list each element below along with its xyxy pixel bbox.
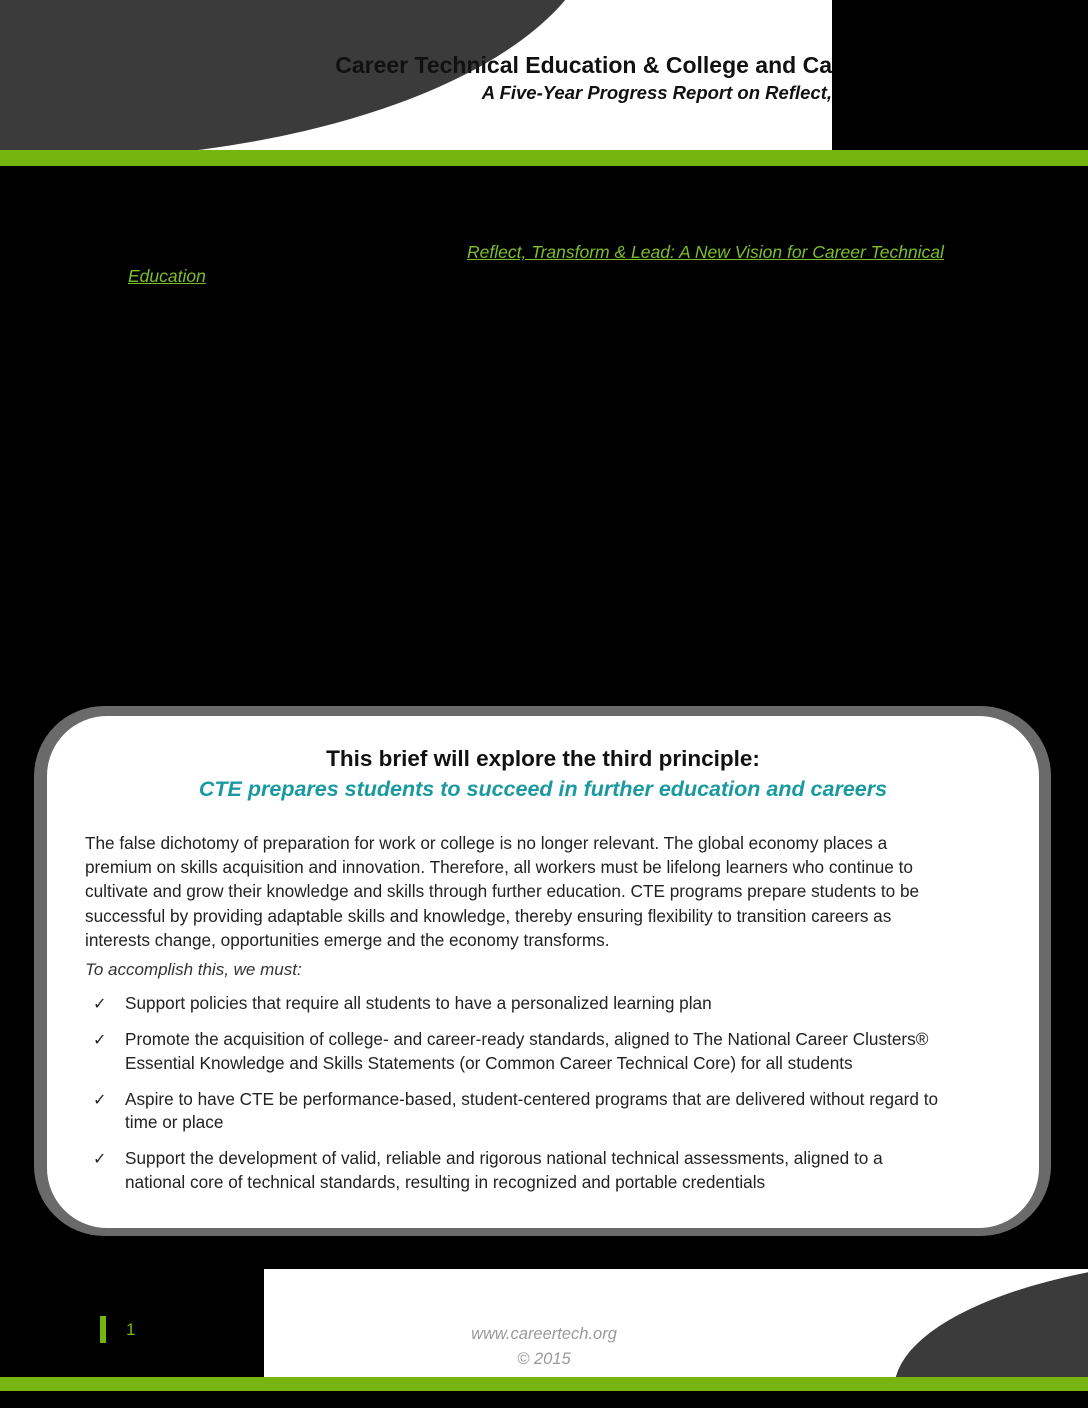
checkmark-icon: ✓ [93,1030,107,1049]
page-number-marker [100,1316,106,1343]
list-item-text: Aspire to have CTE be performance-based, student-centered programs that are delivered without regard to [125,1088,939,1109]
page-number: 1 [126,1320,136,1339]
copyright: © 2015 [517,1350,571,1368]
checkmark-icon: ✓ [93,994,107,1013]
paragraph-line: interests change, opportunities emerge and the economy transforms. [85,929,610,950]
brief-principle: CTE prepares students to succeed in further education and careers [198,777,888,801]
brief-paragraph [85,831,1015,952]
report-title: Career Technical Education & College and Ca [335,52,832,78]
report-subtitle: A Five-Year Progress Report on Reflect, [481,82,832,103]
paragraph-line: premium on skills acquisition and innovation. Therefore, all workers must be lifelong learners who continue to [85,857,913,878]
checkmark-icon: ✓ [93,1149,107,1168]
list-item [85,992,1015,1016]
list-item [85,1088,1015,1135]
vision-link-line2[interactable]: Education [128,266,206,286]
list-item-text: national core of technical standards, resulting in recognized and portable credentials [125,1171,766,1192]
paragraph-line: The false dichotomy of preparation for work or college is no longer relevant. The global economy places a [85,833,888,853]
list-item-text: time or place [125,1112,224,1132]
vision-link-line1[interactable]: Reflect, Transform & Lead: A New Vision for Career Technical [467,242,944,262]
list-item-text: Essential Knowledge and Skills Statements (or Common Career Technical Core) for all students [125,1052,853,1073]
bottom-accent-bar [0,1377,1088,1391]
paragraph-line: successful by providing adaptable skills and knowledge, thereby ensuring flexibility to transition careers as [85,905,892,926]
brief-lead-in: To accomplish this, we must: [85,960,302,979]
list-item-text: Support policies that require all students to have a personalized learning plan [125,993,712,1013]
footer-swoosh-decoration [894,1269,1088,1377]
brief-title: This brief will explore the third principle: [326,746,760,771]
checkmark-icon: ✓ [93,1089,107,1109]
list-item [85,1147,1015,1194]
website-link[interactable]: www.careertech.org [471,1325,617,1343]
paragraph-line: cultivate and grow their knowledge and skills through further education. CTE programs prepare students to be [85,881,920,902]
list-item-text: Support the development of valid, reliable and rigorous national technical assessments, aligned to a [125,1148,883,1168]
list-item-text: Promote the acquisition of college- and career-ready standards, aligned to The National Career Clusters® [125,1029,929,1049]
action-list [85,992,1015,1207]
list-item [85,1028,1015,1075]
top-accent-bar [0,150,1088,166]
